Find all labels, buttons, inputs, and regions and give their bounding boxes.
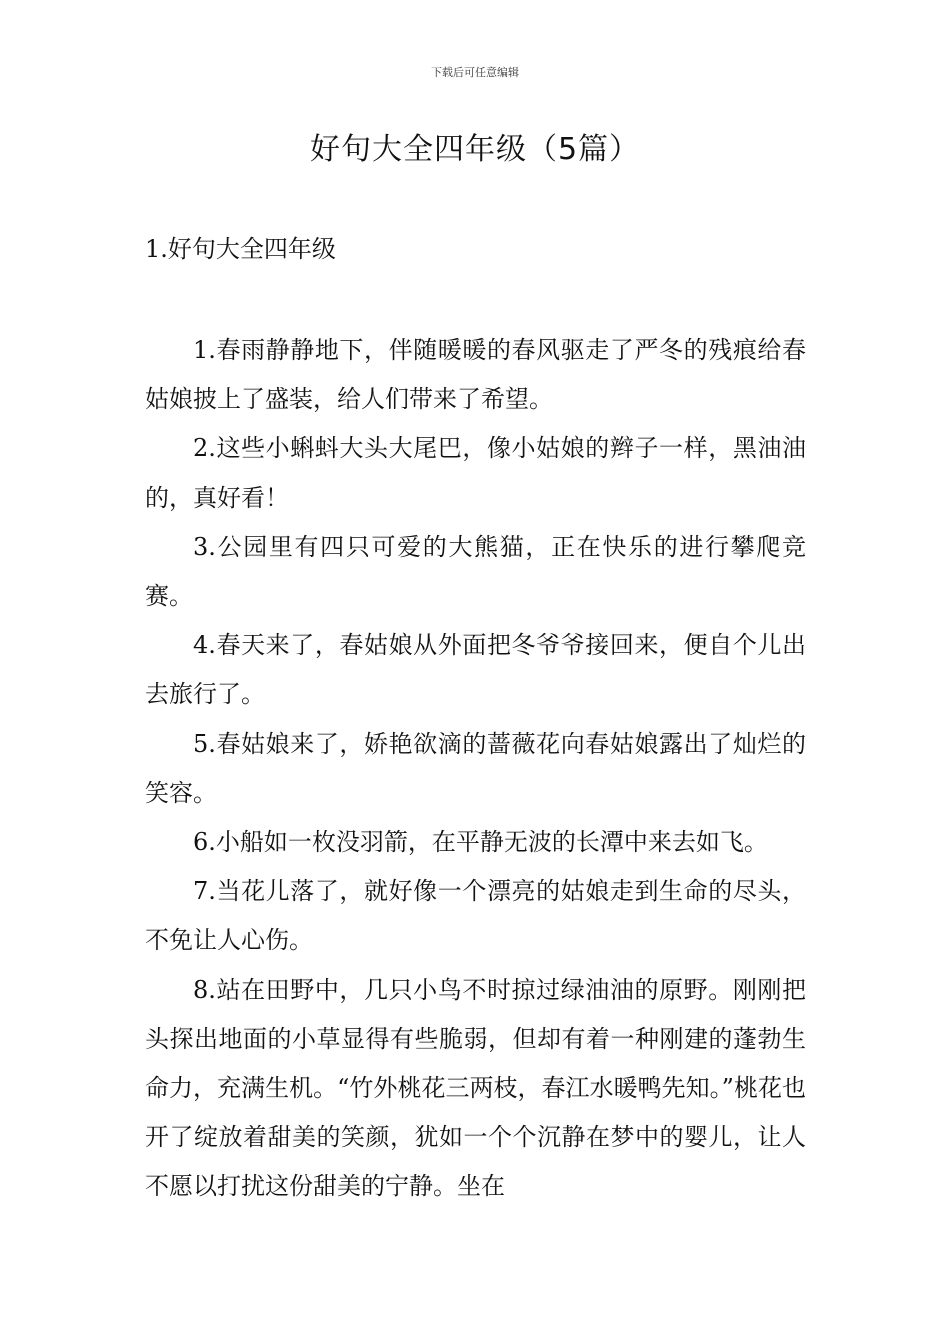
paragraph-2: 2.这些小蝌蚪大头大尾巴，像小姑娘的辫子一样，黑油油的，真好看！ [145, 434, 806, 512]
paragraph-4: 4.春天来了，春姑娘从外面把冬爷爷接回来，便自个儿出去旅行了。 [145, 631, 806, 709]
paragraph-1: 1.春雨静静地下，伴随暖暖的春风驱走了严冬的残痕给春姑娘披上了盛装，给人们带来了希望。 [145, 336, 806, 414]
paragraph-8: 8.站在田野中，几只小鸟不时掠过绿油油的原野。刚刚把头探出地面的小草显得有些脆弱，但却有着一种刚建的蓬勃生命力，充满生机。“竹外桃花三两枝，春江水暖鸭先知。”桃花也开了绽放着甜美的笑颜，犹如一个个沉静在梦中的婴儿，让人不愿以打扰这份甜美的宁静。坐在 [145, 975, 806, 1201]
paragraph-7: 7.当花儿落了，就好像一个漂亮的姑娘走到生命的尽头，不免让人心伤。 [145, 877, 806, 955]
body-text [145, 326, 806, 1212]
paragraph-6: 6.小船如一枚没羽箭，在平静无波的长潭中来去如飞。 [193, 828, 768, 857]
section-heading: 1.好句大全四年级 [145, 235, 336, 263]
paragraph-3: 3.公园里有四只可爱的大熊猫，正在快乐的进行攀爬竞赛。 [145, 532, 806, 611]
header-note: 下载后可任意编辑 [431, 66, 519, 79]
paragraph-5: 5.春姑娘来了，娇艳欲滴的蔷薇花向春姑娘露出了灿烂的笑容。 [145, 729, 806, 807]
document-title: 好句大全四年级（5篇） [309, 132, 641, 167]
